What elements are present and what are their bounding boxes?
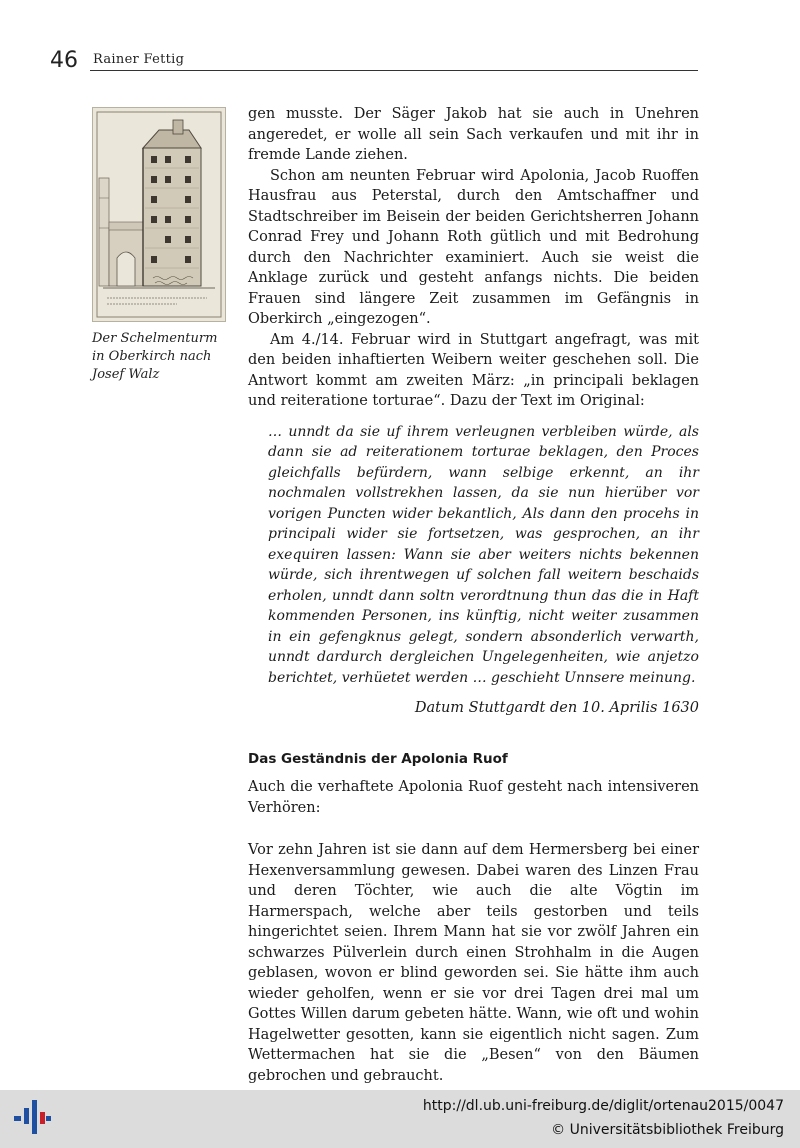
main-text [248,104,699,1086]
source-url-link[interactable]: http://dl.ub.uni-freiburg.de/diglit/ortenau2015/0047 [422,1098,784,1114]
paragraph-3: Am 4./14. Februar wird in Stuttgart angefragt, was mit den beiden inhaftierten Weibern weiter geschehen soll. Die Antwort kommt am zweiten März: „in principali beklagen und reiteratione torturae“. Dazu der Text im Original: [248,331,699,409]
header-rule [90,70,698,71]
quotation: … unndt da sie uf ihrem verleugnen verbleiben würde, als dann sie ad reiterationem torturae beklagen, den Proces gleichfalls befürdern, wann selbige erkennt, an ihr nochmalen vollstrekhen lassen, da sie nun hierüber vor vorigen Puncten wider bekantlich, Als dann den procehs in principali wider sie fortsetzen, was gesprochen, an ihr exequiren lassen: Wann sie aber weiters nichts bekennen würde, sich ihrentwegen uf solchen fall weitern beschaids erholen, unndt dann soltn verordtnung thun das die in Haft kommenden Personen, ins künftig, nicht weiter zusammen in ein gefengknus gelegt, sondern absonderlich verwarth, unndt dardurch dergleichen Ungelegenheiten, wie anjetzo berichtet, verhüetet werden … geschieht Unnsere meinung. [268,423,699,686]
paragraph-2: Schon am neunten Februar wird Apolonia, Jacob Ruoffen Hausfrau aus Peterstal, durch den Amtschaffner und Stadtschreiber im Beisein der beiden Gerichtsherren Johann Conrad Frey und Johann Roth gütlich und mit Bedrohung durch den Nachrichter examiniert. Auch sie weist die Anklage zurück und gesteht anfangs nichts. Die beiden Frauen sind längere Zeit zusammen im Gefängnis in Oberkirch „eingezogen“. [248,167,699,327]
footer-bar [0,1090,800,1148]
copyright-notice: © Universitätsbibliothek Freiburg [551,1122,784,1138]
paragraph-5: Vor zehn Jahren ist sie dann auf dem Hermersberg bei einer Hexenversammlung gewesen. Dabei waren des Linzen Frau und deren Töchter, wie auch die alte Vögtin im Harmerspach, welche aber teils gestorben und teils hingerichtet seien. Ihrem Mann hat sie vor zwölf Jahren ein schwarzes Pülverlein durch einen Strohhalm in die Augen geblasen, wovon er blind geworden sei. Sie hätte ihm auch wieder geholfen, wenn er sie vor drei Tagen drei mal um Gottes Willen darum gebeten hätte. Wann, wie oft und wohin Hagelwetter gesotten, kann sie eigentlich nicht sagen. Zum Wettermachen hat sie die „Besen“ von den Bäumen gebrochen und gebraucht. [248,842,699,1084]
page-number: 46 [50,48,78,73]
section-heading: Das Geständnis der Apolonia Ruof [248,750,508,767]
paragraph-4: Auch die verhaftete Apolonia Ruof gesteht nach intensiveren Verhören: [248,779,699,816]
paragraph-1: gen musste. Der Säger Jakob hat sie auch in Unehren angeredet, er wolle all sein Sach verkaufen und mit ihr in fremde Lande ziehen. [248,106,699,163]
figure-caption: Der Schelmenturm in Oberkirch nach Josef Walz [92,331,218,382]
tower-illustration [92,107,226,322]
running-head-author: Rainer Fettig [93,52,185,67]
quotation-date: Datum Stuttgardt den 10. Aprilis 1630 [414,700,699,716]
ub-freiburg-logo-icon [12,1096,52,1142]
